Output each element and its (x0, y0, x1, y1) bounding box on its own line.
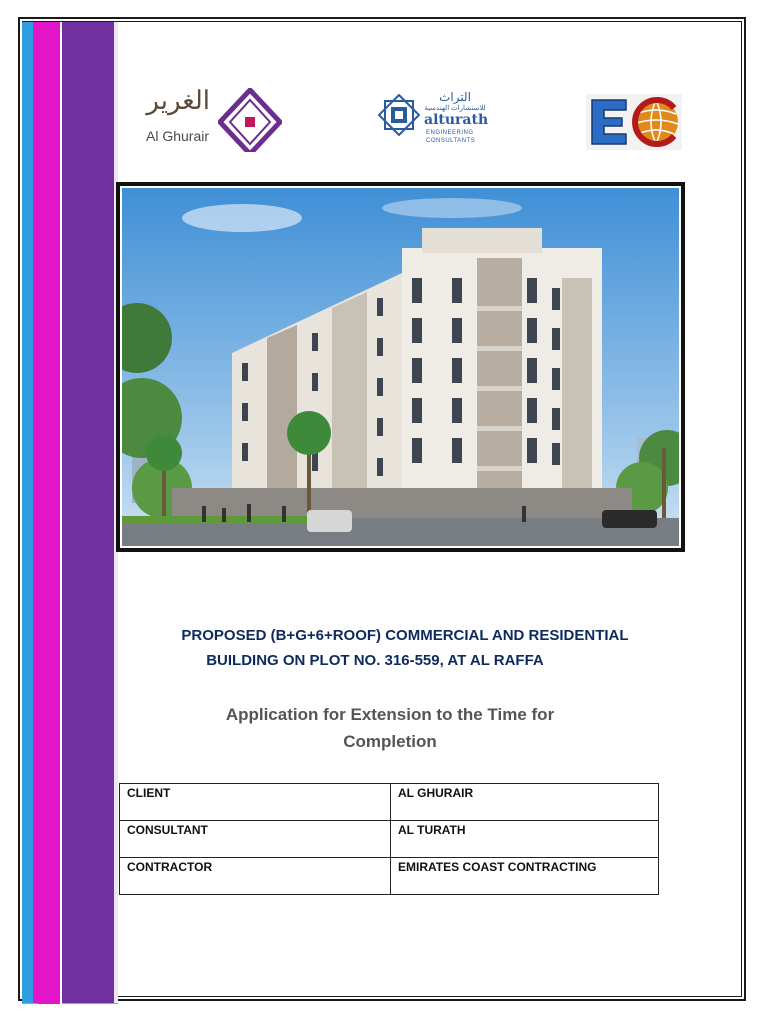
party-name-cell: AL GHURAIR (391, 784, 659, 821)
project-title-line-2: BUILDING ON PLOT NO. 316-559, AT AL RAFFA (206, 652, 544, 669)
al-ghurair-logo (140, 86, 280, 168)
building-render-image (116, 182, 685, 552)
table-row (120, 858, 659, 895)
party-role-cell: CONSULTANT (120, 821, 391, 858)
turath-arabic-subtext: للاستشارات الهندسية (424, 105, 486, 112)
ec-logo (586, 94, 682, 150)
ghurair-arabic-text: الغرير (146, 86, 210, 116)
side-stripe-pink (33, 22, 60, 1004)
table-row (120, 784, 659, 821)
turath-emblem-icon (378, 94, 420, 136)
ghurair-latin-text: Al Ghurair (146, 128, 210, 144)
turath-latin-text: alturath (424, 112, 489, 128)
turath-engineering-text: ENGINEERING (426, 130, 474, 136)
party-name-cell: AL TURATH (391, 821, 659, 858)
project-parties-table (119, 783, 659, 895)
party-role-cell: CLIENT (120, 784, 391, 821)
ghurair-diamond-icon (218, 88, 282, 152)
document-subtitle-line-2: Completion (343, 732, 437, 751)
turath-arabic-text: التراث (439, 90, 471, 104)
footer-tick-left (22, 1003, 38, 1004)
turath-consultants-text: CONSULTANTS (426, 138, 476, 144)
table-row (120, 821, 659, 858)
project-title-line-1: PROPOSED (B+G+6+ROOF) COMMERCIAL AND RESIDENTIAL (181, 627, 629, 644)
party-role-cell: CONTRACTOR (120, 858, 391, 895)
alturath-logo (378, 90, 488, 154)
building-render-illustration (122, 188, 679, 546)
ec-logo-icon (586, 94, 682, 150)
side-stripe-purple (62, 22, 114, 1004)
footer-tick-right (62, 1003, 118, 1004)
party-name-cell: EMIRATES COAST CONTRACTING (391, 858, 659, 895)
side-stripe-blue (22, 22, 33, 1004)
document-subtitle-line-1: Application for Extension to the Time for (225, 705, 555, 724)
